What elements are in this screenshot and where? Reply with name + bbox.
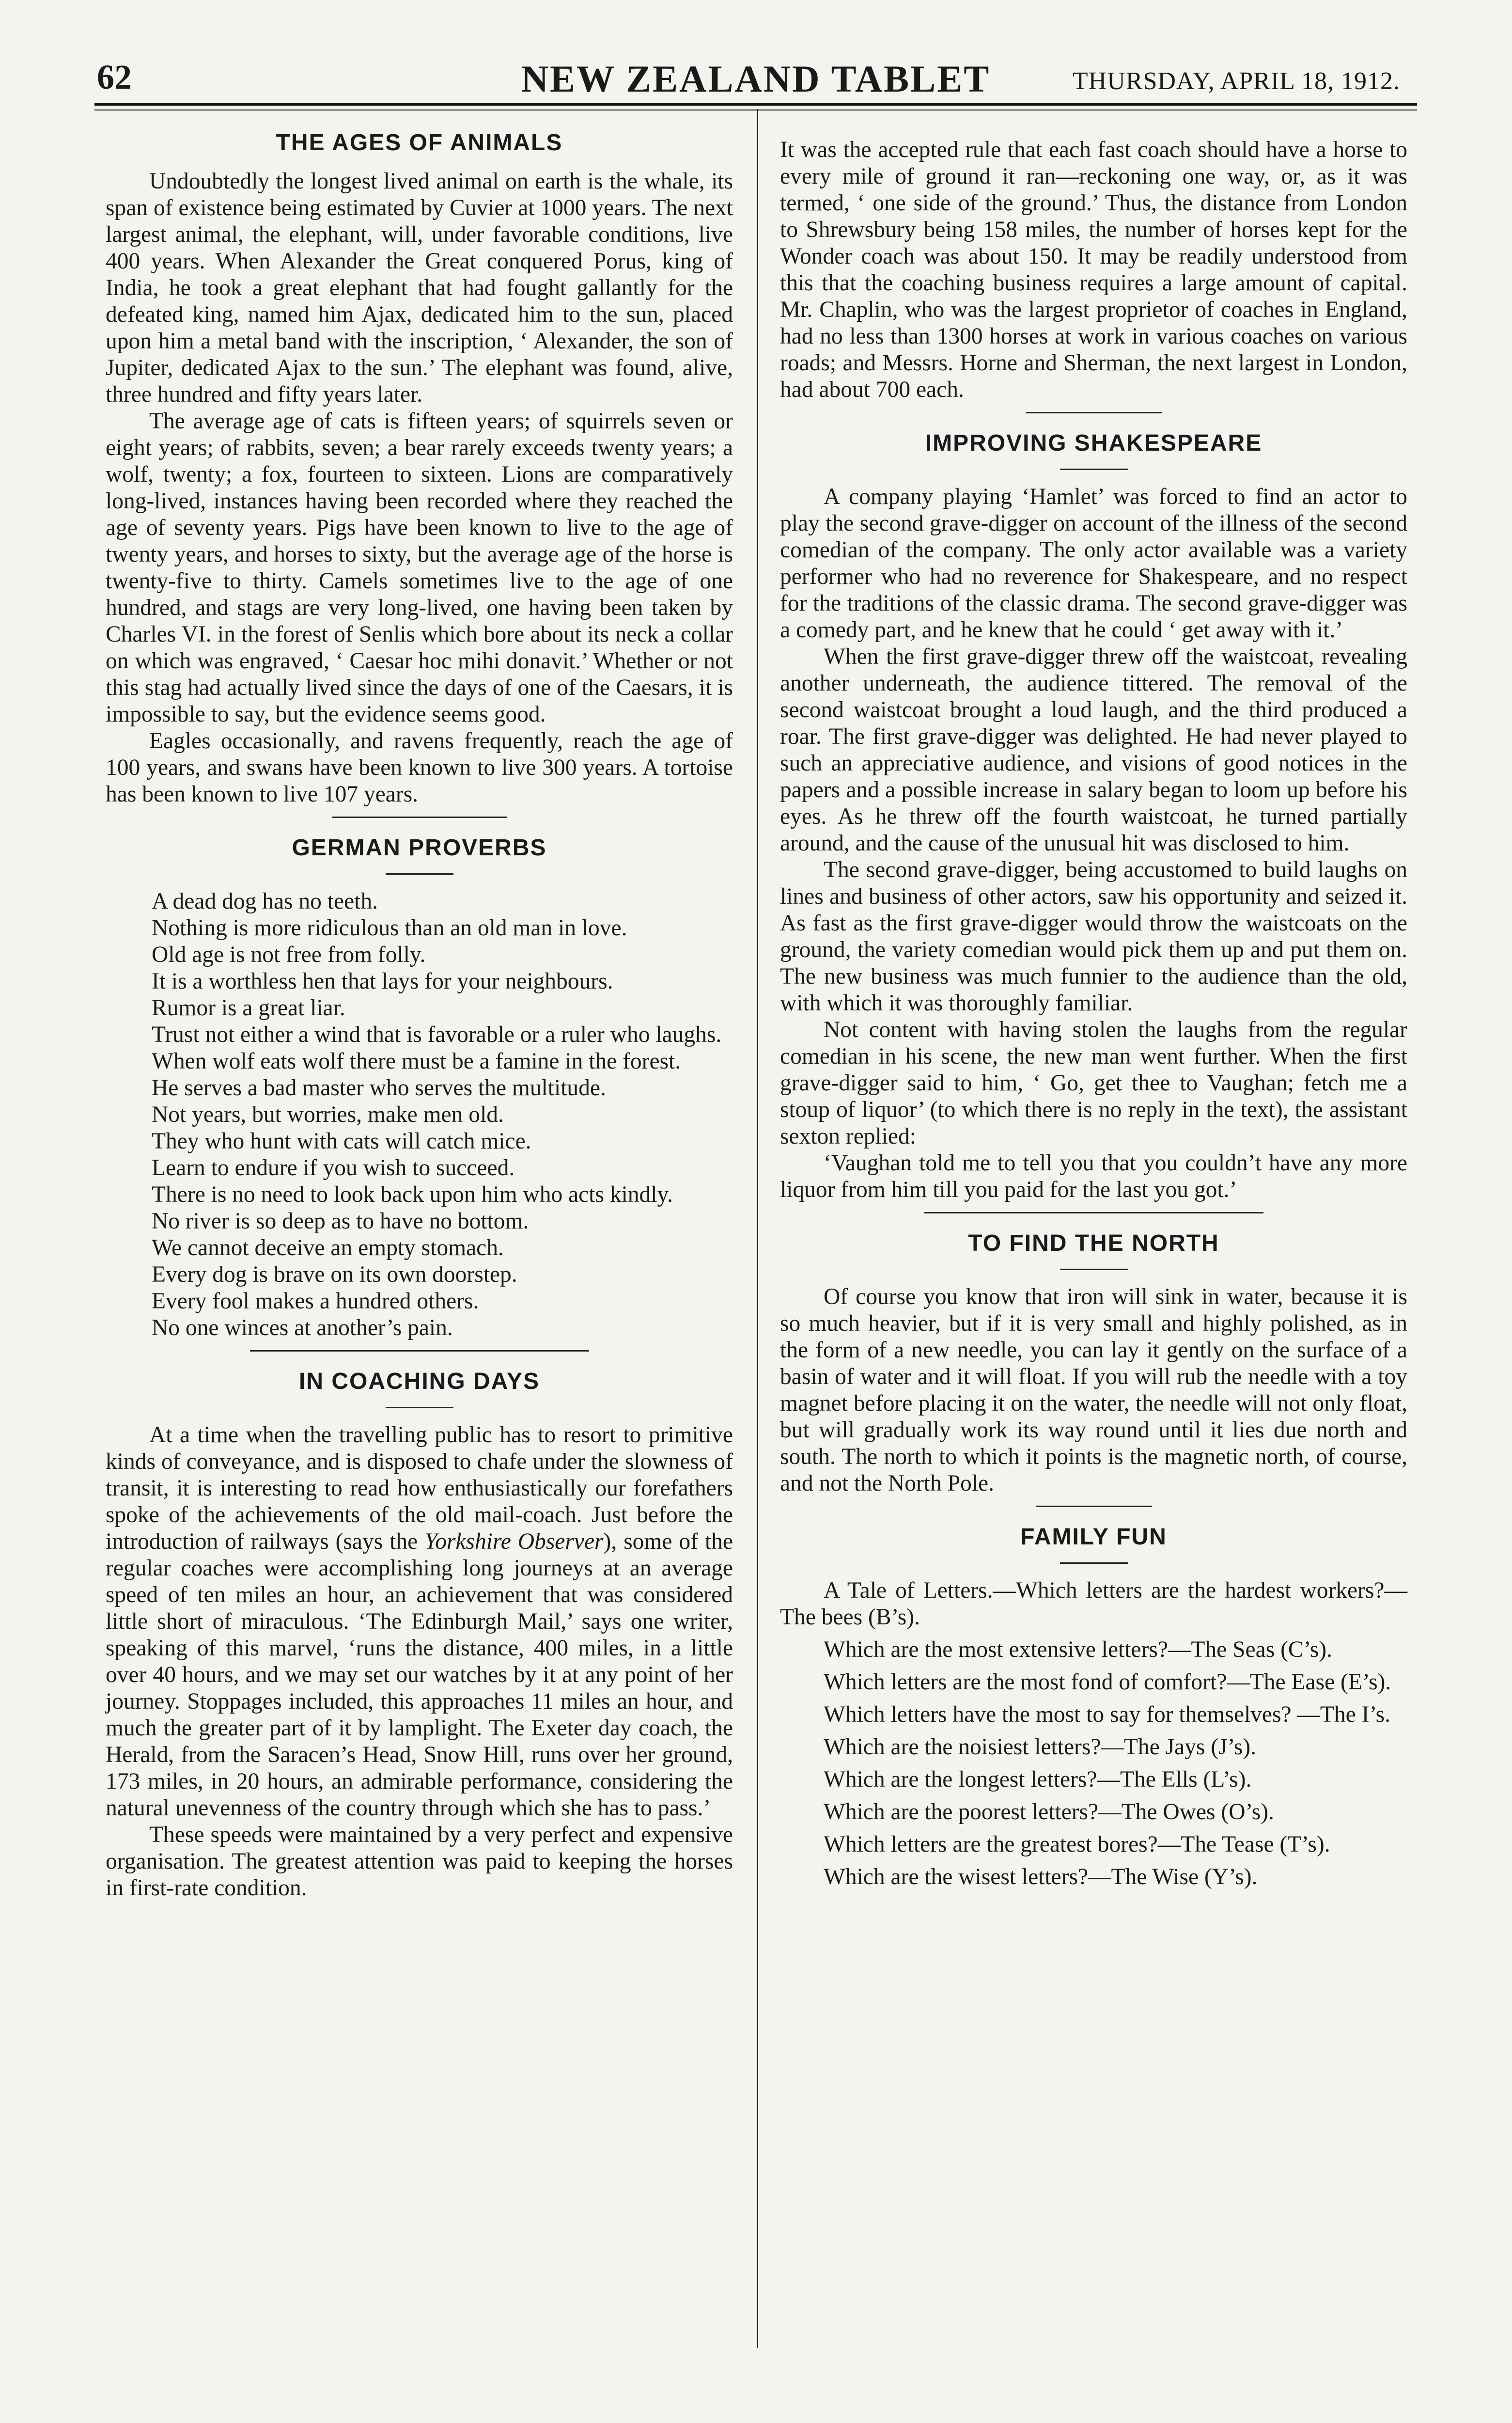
proverb: He serves a bad master who serves the multitude. [152, 1075, 606, 1101]
article-paragraph: Eagles occasionally, and ravens frequently, reach the age of 100 years, and swans have been known to live 300 years. A tortoise has been known to live 107 years. [106, 728, 733, 807]
article-in-coaching-days [106, 1367, 733, 1902]
article-title: FAMILY FUN [1020, 1524, 1167, 1550]
article-paragraph: A company playing ‘Hamlet’ was forced to find an actor to play the second grave-digger on account of the illness of the second comedian of the company. The only actor available was a variety performer who had no reverence for Shakespeare, and no respect for the traditions of the classic drama. The second grave-digger was a comedy part, and he knew that he could ‘ get away with it.’ [780, 484, 1407, 643]
header-rule [94, 103, 1417, 110]
riddle: Which are the wisest letters?—The Wise (Y’s). [824, 1864, 1258, 1889]
column-divider [757, 109, 758, 2348]
article-title: IMPROVING SHAKESPEARE [925, 430, 1263, 456]
riddle: Which are the poorest letters?—The Owes (O’s). [824, 1799, 1274, 1825]
article-paragraph: The average age of cats is fifteen years; of squirrels seven or eight years; of rabbits, seven; a bear rarely exceeds twenty years; a wolf, twenty; a fox, fourteen to sixteen. Lions are comparatively long-lived, instances having been recorded where they reached the age of seventy years. Pigs have been known to live to the age of twenty years, and horses to sixty, but the average age of the horse is twenty-five to thirty. Camels sometimes live to the age of one hundred, and stags are very long-lived, one having been taken by Charles VI. in the forest of Senlis which bore about its neck a collar on which was engraved, ‘ Caesar hoc mihi donavit.’ Whether or not this stag had actually lived since the days of one of the Caesars, it is impossible to say, but the evidence seems good. [106, 409, 733, 727]
paragraph-text: ), some of the regular coaches were accomplishing long journeys at an average speed of ten miles an hour, an achievement that was considered little short of miraculous. ‘The Edinburgh Mail,’ says one writer, speaking of this marvel, ‘runs the distance, 400 miles, in a little over 40 hours, and we may set our watches by it at any point of her journey. Stoppages included, this approaches 11 miles an hour, and much the greater part of it by lamplight. The Exeter day coach, the Herald, from the Saracen’s Head, Snow Hill, runs over her ground, 173 miles, in 20 hours, an admirable performance, considering the natural unevenness of the country through which she has to pass.’ [106, 1529, 733, 1821]
riddle: Which are the most extensive letters?—The Seas (C’s). [824, 1637, 1332, 1662]
article-paragraph: Of course you know that iron will sink in water, because it is so much heavier, but if it is very small and highly polished, as in the form of a new needle, you can lay it gently on the surface of a basin of water and it will float. If you will rub the needle with a toy magnet before placing it on the water, the needle will not only float, but will gradually work its way round until it lies due north and south. The north to which it points is the magnetic north, of course, and not the North Pole. [780, 1284, 1407, 1496]
section-rule [1036, 1506, 1152, 1507]
paragraph-text: At a time when the travelling public has to resort to primitive kinds of conveyance, and is disposed to chafe under the slowness of transit, it is interesting to read how enthusiastically our forefathers spoke of the achievements of the old mail-coach. Just before the introduction of railways (says the [106, 1422, 733, 1554]
title-rule [1060, 1269, 1128, 1270]
article-family-fun [780, 1523, 1407, 1890]
riddle: Which letters have the most to say for themselves? —The I’s. [824, 1702, 1391, 1727]
source-citation: Yorkshire Observer [424, 1529, 604, 1554]
proverb: It is a worthless hen that lays for your neighbours. [152, 969, 613, 994]
section-rule [250, 1350, 589, 1352]
proverb: When wolf eats wolf there must be a famine in the forest. [152, 1049, 681, 1074]
right-column [780, 137, 1407, 1896]
publication-title: NEW ZEALAND TABLET [521, 58, 991, 100]
article-ages-of-animals [106, 128, 733, 808]
article-title: TO FIND THE NORTH [968, 1230, 1219, 1256]
riddle: Which letters are the most fond of comfort?—The Ease (E’s). [824, 1669, 1391, 1695]
proverb: They who hunt with cats will catch mice. [152, 1129, 531, 1154]
title-rule [386, 1407, 453, 1408]
proverb: No river is so deep as to have no bottom. [152, 1209, 529, 1234]
section-rule [1026, 412, 1162, 413]
article-paragraph: The second grave-digger, being accustomed to build laughs on lines and business of other actors, saw his opportunity and seized it. As fast as the first grave-digger would throw the waistcoats on the ground, the variety comedian would pick them up and put them on. The new business was much funnier to the audience than the old, with which it was thoroughly familiar. [780, 857, 1407, 1016]
article-paragraph: Undoubtedly the longest lived animal on earth is the whale, its span of existence being estimated by Cuvier at 1000 years. The next largest animal, the elephant, will, under favorable conditions, live 400 years. When Alexander the Great conquered Porus, king of India, he took a great elephant that had fought gallantly for the defeated king, named him Ajax, dedicated him to the sun, placed upon him a metal band with the inscription, ‘ Alexander, the son of Jupiter, dedicated Ajax to the sun.’ The elephant was found, alive, three hundred and fifty years later. [106, 169, 733, 407]
article-paragraph: These speeds were maintained by a very perfect and expensive organisation. The greatest attention was paid to keeping the horses in first-rate condition. [106, 1822, 733, 1901]
proverb: Learn to endure if you wish to succeed. [152, 1155, 515, 1180]
section-rule [332, 817, 507, 818]
article-paragraph: When the first grave-digger threw off the waistcoat, revealing another underneath, the audience tittered. The removal of the second waistcoat brought a loud laugh, and the third produced a roar. The first grave-digger was delighted. He had never played to such an appreciative audience, and visions of good notices in the papers and a possible increase in salary began to loom up before his eyes. As he threw off the fourth waistcoat, he turned partially around, and the cause of the unusual hit was disclosed to him. [780, 644, 1407, 856]
proverb: Nothing is more ridiculous than an old man in love. [152, 915, 627, 941]
title-rule [1060, 1562, 1128, 1564]
riddle: Which are the longest letters?—The Ells (L’s). [824, 1767, 1252, 1792]
title-rule [386, 873, 453, 875]
article-title: THE AGES OF ANIMALS [276, 130, 563, 156]
article-paragraph: ‘Vaughan told me to tell you that you couldn’t have any more liquor from him till you paid for the last you got.’ [780, 1150, 1407, 1202]
article-german-proverbs [106, 834, 733, 1341]
article-improving-shakespeare [780, 429, 1407, 1203]
article-title: IN COACHING DAYS [299, 1369, 540, 1394]
article-paragraph: Not content with having stolen the laughs from the regular comedian in his scene, the new man went further. When the first grave-digger said to him, ‘ Go, get thee to Vaughan; fetch me a stoup of liquor’ (to which there is no reply in the text), the assistant sexton replied: [780, 1017, 1407, 1149]
riddle: Which are the noisiest letters?—The Jays (J’s). [824, 1734, 1256, 1760]
proverb: A dead dog has no teeth. [152, 889, 378, 914]
proverb: Every dog is brave on its own doorstep. [152, 1262, 517, 1287]
left-column [106, 128, 733, 1902]
proverb: Every fool makes a hundred others. [152, 1289, 479, 1314]
proverb: No one winces at another’s pain. [152, 1315, 453, 1340]
proverb: We cannot deceive an empty stomach. [152, 1235, 504, 1260]
riddle: A Tale of Letters.—Which letters are the hardest workers?—The bees (B’s). [780, 1578, 1407, 1630]
article-paragraph [106, 1422, 733, 1822]
page-number: 62 [97, 58, 132, 96]
title-rule [1060, 469, 1128, 470]
riddle: Which letters are the greatest bores?—The Tease (T’s). [824, 1832, 1330, 1857]
proverb: Old age is not free from folly. [152, 942, 426, 967]
issue-date: THURSDAY, APRIL 18, 1912. [1072, 67, 1400, 95]
proverb: Not years, but worries, make men old. [152, 1102, 504, 1127]
proverb: Trust not either a wind that is favorable or a ruler who laughs. [152, 1022, 722, 1047]
article-title: GERMAN PROVERBS [292, 835, 547, 861]
proverb: Rumor is a great liar. [152, 995, 345, 1021]
article-paragraph: It was the accepted rule that each fast coach should have a horse to every mile of ground it ran—reckoning one way, or, as it was termed, ‘ one side of the ground.’ Thus, the distance from London to Shrewsbury being 158 miles, the number of horses kept for the Wonder coach was about 150. It may be readily understood from this that the coaching business requires a large amount of capital. Mr. Chaplin, who was the largest proprietor of coaches in England, had no less than 1300 horses at work in various coaches on various roads; and Messrs. Horne and Sherman, the next largest in London, had about 700 each. [780, 137, 1407, 402]
proverb: There is no need to look back upon him who acts kindly. [152, 1182, 673, 1207]
article-to-find-the-north [780, 1229, 1407, 1497]
section-rule [924, 1212, 1263, 1213]
